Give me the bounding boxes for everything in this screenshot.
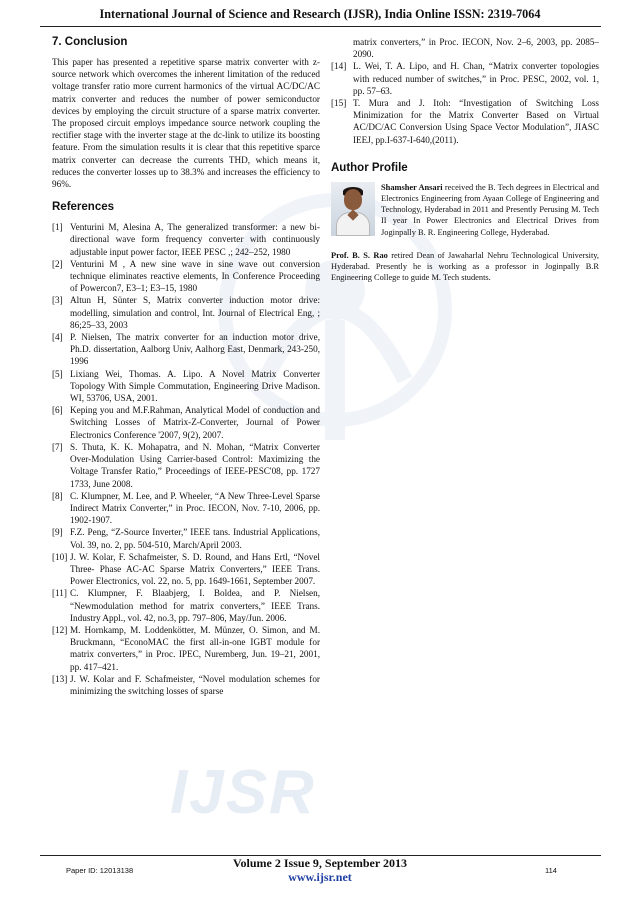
reference-text: J. W. Kolar and F. Schafmeister, “Novel modulation schemes for minimizing the switching losses of sparse bbox=[70, 673, 320, 696]
reference-number: [6] bbox=[52, 405, 63, 416]
reference-item bbox=[52, 258, 320, 295]
reference-number: [2] bbox=[52, 258, 63, 269]
reference-text: Altun H, Sünter S, Matrix converter induction motor drive: modelling, simulation and control, Int. Journal of Electrical Eng, ; 86;25–33, 2003 bbox=[70, 295, 320, 330]
reference-number: [11] bbox=[52, 588, 67, 599]
reference-continuation bbox=[331, 36, 599, 60]
references-heading: References bbox=[52, 201, 115, 214]
reference-text: F.Z. Peng, “Z-Source Inverter,” IEEE tans. Industrial Applications, Vol. 39, no. 2, pp. 504-510, March/April 2003. bbox=[70, 527, 320, 550]
reference-text: P. Nielsen, The matrix converter for an induction motor drive, Ph.D. dissertation, Aalborg Univ, Aalhorg East, Denmark, 243-250, 1996 bbox=[70, 332, 320, 367]
author-bio: retired Dean of Jawaharlal Nehru Technological University, Hyderabad. Presently he is working as a professor in Joginpally B.R Engineering College to guide M. Tech students. bbox=[331, 250, 600, 283]
reference-item bbox=[52, 331, 320, 368]
author-bio: received the B. Tech degrees in Electrical and Electronics Engineering from Ayaan College of Engineering and Technology, Hyderabad in 2011 and Presently Perusing M. Tech II year In Power Electronics and Electrical Drives from Joginpally B. R. Engineering College, Hyderabad. bbox=[381, 182, 599, 237]
reference-item bbox=[52, 551, 320, 588]
left-column bbox=[52, 36, 320, 697]
reference-number: [3] bbox=[52, 295, 63, 306]
footer-page-number: 114 bbox=[545, 866, 557, 875]
reference-item bbox=[52, 526, 320, 550]
reference-item bbox=[52, 490, 320, 527]
conclusion-text: This paper has presented a repetitive sparse matrix converter with z-source network which overcomes the inherent limitation of the reduced voltage transfer ratio more current harmonics of the virtual AC/DC/AC matrix converter and reduces the number of power semiconductor devices by employing the circuit structure of a sparse matrix converter. The proposed circuit employs impedance source network coupling the rectifier stage with the inverter stage at the dc-link to utilize its boosting feature. From the simulation results it is clear that this repetitive sparce matrix converter can decrease the currents THD, which means it, reduces the converter losses up to 38.3% and increases the efficiency to 96%. bbox=[52, 57, 320, 190]
footer-issue-block bbox=[180, 856, 460, 884]
reference-text: M. Hornkamp, M. Loddenkötter, M. Münzer, O. Simon, and M. Bruckmann, “EconoMAC the first all-in-one IGBT module for matrix converters,” in Proc. IPEC, Nuremberg, Jun. 19–21, 2001, pp. 417–421. bbox=[70, 624, 320, 672]
reference-number: [7] bbox=[52, 441, 63, 452]
reference-number: [10] bbox=[52, 551, 68, 562]
reference-number: [12] bbox=[52, 624, 68, 635]
reference-text: T. Mura and J. Itoh: “Investigation of Switching Loss Minimization for the Matrix Converter Based on Virtual AC/DC/AC Conversion Using Space Vector Modulation”, JIASC IEEJ, pp.I-637-I-640,(2011). bbox=[353, 98, 599, 145]
reference-text: Keping you and M.F.Rahman, Analytical Model of conduction and Switching Losses of Matrix-Z-Converter, Journal of Power Electronics Conference '2007, 9(2), 2007. bbox=[70, 405, 320, 440]
author-profile-2 bbox=[331, 250, 599, 284]
reference-text: Venturini M, Alesina A, The generalized transformer: a new bi-directional wave form frequency converter with continuously adjustable input power factor, IEEE PESC ,; 242–252, 1980 bbox=[70, 222, 320, 257]
reference-number: [8] bbox=[52, 490, 63, 501]
reference-number: [5] bbox=[52, 368, 63, 379]
reference-item bbox=[331, 97, 599, 146]
author-profile-heading: Author Profile bbox=[331, 161, 408, 174]
reference-number: [15] bbox=[331, 98, 347, 109]
reference-text: C. Klumpner, F. Blaabjerg, I. Boldea, and P. Nielsen, “Newmodulation method for matrix converters,” IEEE Trans. Industry Appl., vol. 42, no.3, pp. 797–806, May/Jun. 2006. bbox=[70, 588, 320, 623]
reference-text: C. Klumpner, M. Lee, and P. Wheeler, “A New Three-Level Sparse Indirect Matrix Converter,” in Proc. IECON, Nov. 7-10, 2006, pp. 1902-1907. bbox=[70, 490, 320, 526]
reference-item bbox=[52, 624, 320, 673]
author-profile-1 bbox=[331, 182, 599, 238]
author-name: Prof. B. S. Rao bbox=[331, 250, 388, 260]
reference-item bbox=[52, 441, 320, 490]
right-column bbox=[331, 36, 599, 283]
journal-header: International Journal of Science and Research (IJSR), India Online ISSN: 2319-7064 bbox=[99, 7, 541, 21]
reference-number: [14] bbox=[331, 61, 347, 72]
footer-paper-id: Paper ID: 12013138 bbox=[66, 866, 134, 875]
reference-text: Lixiang Wei, Thomas. A. Lipo. A Novel Matrix Converter Topology With Simple Commutation, Engineering Drive Madison. WI, 53706, USA, 2001. bbox=[70, 368, 320, 404]
references-list-left bbox=[52, 221, 320, 697]
reference-number: [1] bbox=[52, 222, 63, 233]
reference-text: matrix converters,” in Proc. IECON, Nov. 2–6, 2003, pp. 2085–2090. bbox=[353, 37, 599, 60]
reference-item bbox=[52, 294, 320, 331]
conclusion-heading: 7. Conclusion bbox=[52, 36, 128, 48]
reference-item bbox=[52, 368, 320, 405]
reference-item bbox=[52, 221, 320, 258]
reference-number: [4] bbox=[52, 332, 63, 343]
reference-item bbox=[52, 587, 320, 624]
reference-item bbox=[52, 673, 320, 697]
header-rule bbox=[40, 26, 601, 27]
author-name: Shamsher Ansari bbox=[381, 182, 443, 192]
reference-number: [9] bbox=[52, 527, 63, 538]
reference-text: S. Thuta, K. K. Mohapatra, and N. Mohan, “Matrix Converter Over-Modulation Using Carrier-based Control: Maximizing the Voltage Transfer Ratio,” Proceedings of IEEE-PESC'08, pp. 1727 1733, June 2008. bbox=[70, 441, 320, 489]
footer-issue: Volume 2 Issue 9, September 2013 bbox=[232, 856, 407, 870]
reference-number: [13] bbox=[52, 673, 68, 684]
reference-item bbox=[52, 404, 320, 441]
reference-text: Venturini M , A new sine wave in sine wave out conversion technique eliminates reactive elements, In Conference Proceeding of Powercon7, E3–1; E3–15, 1980 bbox=[70, 258, 320, 294]
references-list-right bbox=[331, 36, 599, 146]
watermark-text: IJSR bbox=[170, 758, 316, 827]
reference-text: L. Wei, T. A. Lipo, and H. Chan, “Matrix converter topologies with reduced number of switches,” in Proc. PESC, 2002, vol. 1, pp. 57–63. bbox=[353, 61, 599, 96]
reference-text: J. W. Kolar, F. Schafmeister, S. D. Round, and Hans Ertl, “Novel Three- Phase AC-AC Sparse Matrix Converters,” IEEE Trans. Power Electronics, vol. 22, no. 5, pp. 1649-1661, September 2007. bbox=[70, 551, 320, 587]
author-photo bbox=[331, 182, 375, 236]
reference-item bbox=[331, 60, 599, 97]
footer-website-link[interactable]: www.ijsr.net bbox=[288, 870, 352, 884]
